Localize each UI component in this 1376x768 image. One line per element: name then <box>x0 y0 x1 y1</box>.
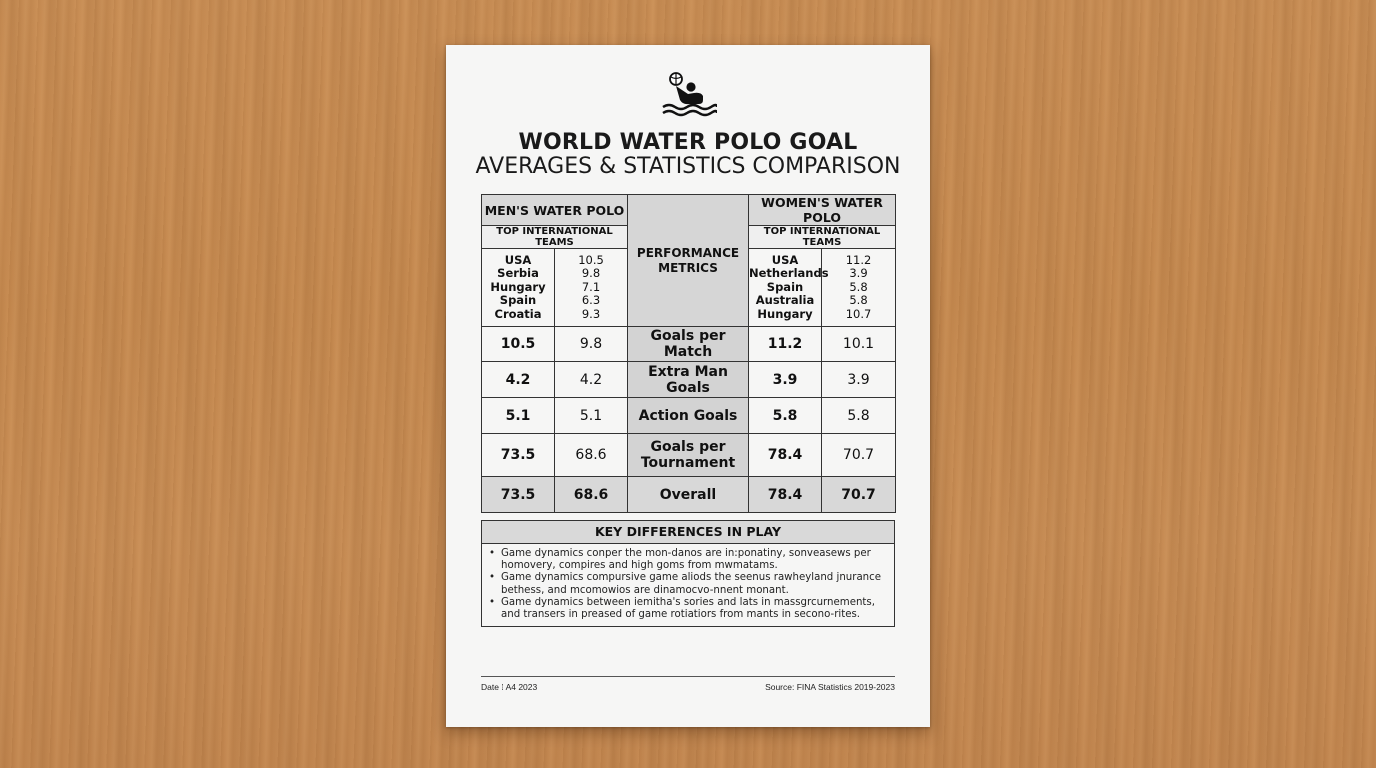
team-value: 9.3 <box>581 306 601 321</box>
men-value-a: 73.5 <box>482 434 555 477</box>
men-header: MEN'S WATER POLO <box>482 195 628 226</box>
women-header: WOMEN'S WATER POLO <box>749 195 896 226</box>
men-value-b: 68.6 <box>555 434 628 477</box>
men-value-b: 5.1 <box>555 398 628 434</box>
list-item: • Game dynamics compursive game aliods the seenus rawheyland jnurance bethess, and mcomowios are dinamocvo-nnent monant. <box>501 572 886 596</box>
women-top-teams-label: TOP INTERNATIONAL TEAMS <box>749 226 896 249</box>
team-name: Netherlands <box>749 266 829 281</box>
document-subtitle: AVERAGES & STATISTICS COMPARISON <box>475 154 901 179</box>
team-name: Australia <box>755 293 815 308</box>
men-value-a: 5.1 <box>482 398 555 434</box>
women-value-a: 5.8 <box>749 398 822 434</box>
team-value: 9.8 <box>581 266 601 281</box>
women-team-values <box>822 249 896 327</box>
men-team-names <box>482 249 555 327</box>
men-value-a: 10.5 <box>482 327 555 362</box>
statistics-table <box>481 194 896 513</box>
women-value-a: 3.9 <box>749 362 822 398</box>
team-value: 6.3 <box>581 293 601 308</box>
team-value: 3.9 <box>849 266 868 281</box>
team-name: Spain <box>499 293 537 308</box>
footer-divider <box>481 676 895 677</box>
key-differences-title: KEY DIFFERENCES IN PLAY <box>482 521 894 544</box>
table-row <box>482 434 896 477</box>
women-value-b: 70.7 <box>822 477 896 513</box>
metric-name: Overall <box>628 477 749 513</box>
table-row <box>482 327 896 362</box>
team-name: USA <box>771 252 799 267</box>
team-name: Hungary <box>757 306 813 321</box>
women-value-b: 10.1 <box>822 327 896 362</box>
footer-source: Source: FINA Statistics 2019-2023 <box>765 682 895 692</box>
metric-name: Goals per Tournament <box>628 434 749 477</box>
metric-name: Goals per Match <box>628 327 749 362</box>
team-name: Croatia <box>494 306 542 321</box>
team-name: Serbia <box>497 266 539 281</box>
women-value-b: 5.8 <box>822 398 896 434</box>
men-value-b: 68.6 <box>555 477 628 513</box>
team-value: 11.2 <box>845 252 872 267</box>
footer-date: Date ⁞ A4 2023 <box>481 682 538 692</box>
team-name: USA <box>504 252 532 267</box>
metric-name: Action Goals <box>628 398 749 434</box>
team-value: 10.7 <box>845 306 872 321</box>
document-sheet <box>446 45 930 727</box>
men-value-b: 4.2 <box>555 362 628 398</box>
team-value: 5.8 <box>849 293 868 308</box>
table-row <box>482 362 896 398</box>
list-item: • Game dynamics between iemitha's sories and lats in massgrcurnements, and transers in preased of game rotiatiors from mants in secono-rites. <box>501 597 886 621</box>
metric-name: Extra Man Goals <box>628 362 749 398</box>
team-name: Spain <box>766 279 804 294</box>
team-value: 10.5 <box>578 252 604 267</box>
men-value-a: 73.5 <box>482 477 555 513</box>
key-differences-box <box>481 520 895 627</box>
team-value: 5.8 <box>849 279 868 294</box>
key-differences-list <box>482 548 894 621</box>
water-polo-player-icon <box>661 70 717 122</box>
list-item: • Game dynamics conper the mon-danos are in:ponatiny, sonveasews per homovery, compires and high goms from mwmatams. <box>501 548 886 572</box>
men-value-b: 9.8 <box>555 327 628 362</box>
men-value-a: 4.2 <box>482 362 555 398</box>
women-value-a: 78.4 <box>749 434 822 477</box>
table-row <box>482 398 896 434</box>
men-top-teams-label: TOP INTERNATIONAL TEAMS <box>482 226 628 249</box>
women-value-b: 3.9 <box>822 362 896 398</box>
women-value-a: 11.2 <box>749 327 822 362</box>
team-value: 7.1 <box>581 279 601 294</box>
women-value-b: 70.7 <box>822 434 896 477</box>
men-team-values <box>555 249 628 327</box>
metrics-header: PERFORMANCE METRICS <box>628 195 749 327</box>
women-value-a: 78.4 <box>749 477 822 513</box>
document-title: WORLD WATER POLO GOAL <box>518 130 858 155</box>
total-row <box>482 477 896 513</box>
team-name: Hungary <box>490 279 546 294</box>
women-team-names <box>749 249 829 327</box>
